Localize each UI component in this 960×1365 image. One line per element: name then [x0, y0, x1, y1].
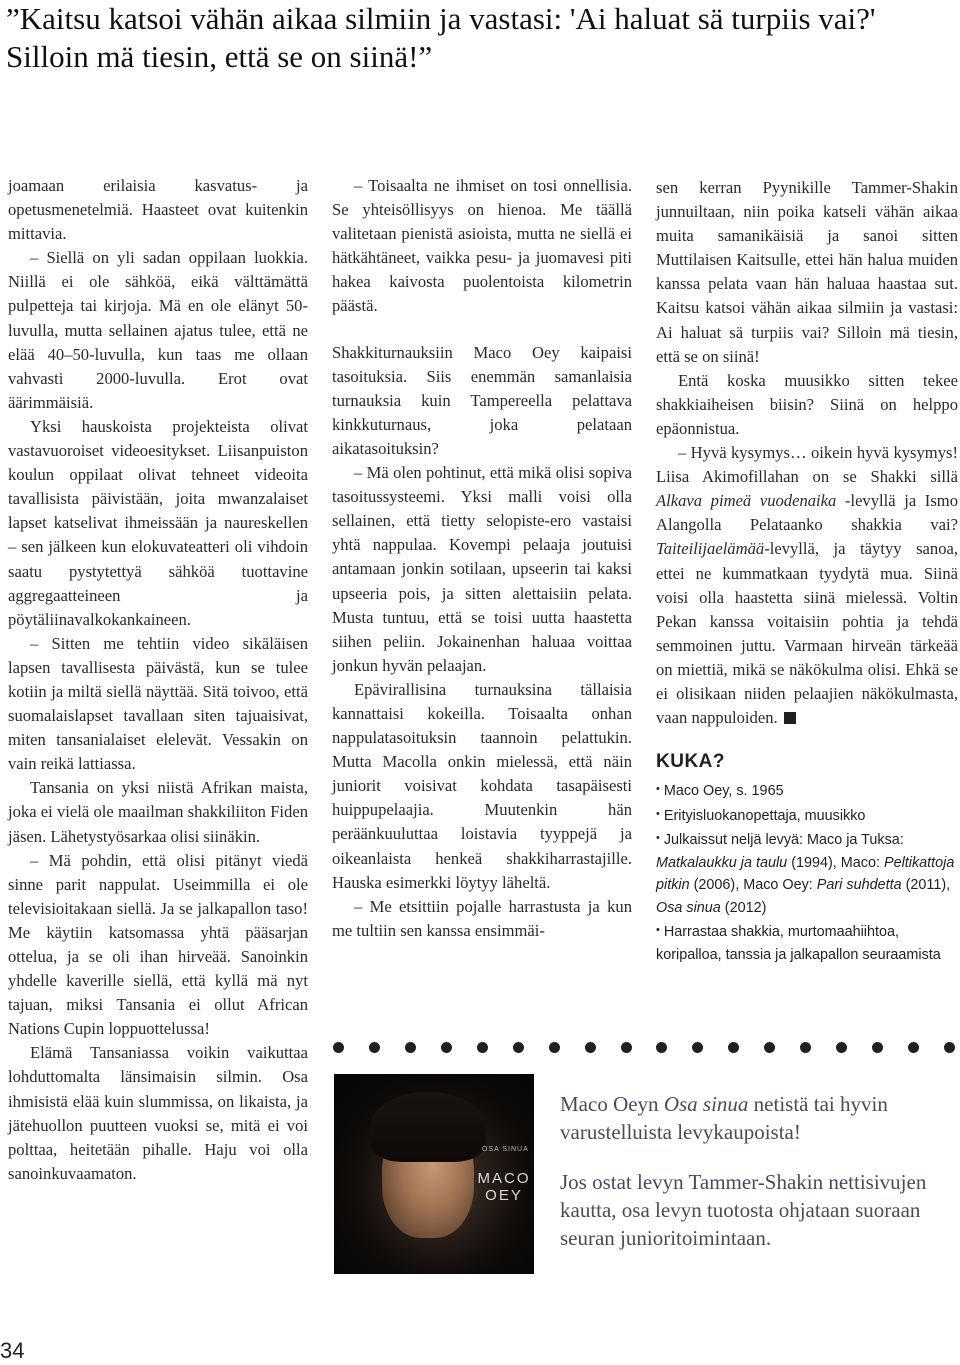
paragraph: – Mä pohdin, että olisi pitänyt viedä sinne parit nappulat. Useimmilla ei ole televisioitakaan siellä. Ja se jalkapallon taso! Me käytiin katsomassa yhtä pääsarjan ottelua, ja se oli ihan hirveää. Sanoinkin yhdelle kaverille siellä, että kyllä mä nyt tajuan, miksi Tansania ei ollut African Nations Cupin loppuottelussa!	[8, 850, 308, 1039]
divider-dot	[836, 1042, 847, 1053]
paragraph: – Siellä on yli sadan oppilaan luokkia. Niillä ei ole sähköä, eikä välttämättä pulpetteja tai kirjoja. Mä en ole elänyt 50-luvulla, mutta sellainen ajatus tulee, että ne elää 40–50-luvulla, kun taas me ollaan vahvasti 2000-luvulla. Erot ovat äärimmäisiä.	[8, 248, 308, 412]
kuka-heading: KUKA?	[656, 751, 725, 773]
bullet-icon: •	[656, 924, 660, 937]
paragraph: – Toisaalta ne ihmiset on tosi onnellisia. Se yhteisöllisyys on hienoa. Me täällä valitetaan pienistä asioista, mutta ne siellä ei hätkähtäneet, vaikka pesu- ja juomavesi piti hakea kaivosta puolentoista kilometrin päästä.	[332, 176, 632, 316]
bullet-icon: •	[656, 783, 660, 796]
divider-dot	[872, 1042, 883, 1053]
album-cover-image	[334, 1074, 534, 1274]
list-item: • Erityisluokanopettaja, muusikko	[656, 807, 866, 824]
paragraph: – Me etsittiin pojalle harrastusta ja kun me tultiin sen kanssa ensimmäi-	[332, 896, 632, 940]
paragraph: Shakkiturnauksiin Maco Oey kaipaisi tasoituksia. Siis enemmän samanlaisia turnauksia kuin Tampereella pelattava kinkkuturnaus, joka pelataan aikatasoituksin?	[332, 342, 632, 458]
page-number: 34	[0, 1338, 25, 1363]
text-run: – Hyvä kysymys… oikein hyvä kysymys! Liisa Akimofillahan on se Shakki sillä	[656, 443, 958, 487]
end-mark-icon	[784, 712, 796, 724]
text-run: -levyllä, ja täytyy sanoa, ettei ne kummatkaan tyydytä mua. Siinä voisi olla haastetta siinä mielessä. Voltin Pekan kanssa voitaisiin pohtia ja tehdä semmoinen juttu. Varmaan hirveän tärkeää on miettiä, mikä se näkökulma olisi. Ehkä se ei olisikaan niiden pelaajien näkökulmasta, vaan nappuloiden.	[656, 539, 958, 728]
promo-line: Jos ostat levyn Tammer-Shakin nettisivujen kautta, osa levyn tuotosta ohjataan suoraan seuran junioritoimintaan.	[560, 1170, 927, 1250]
divider-dot	[369, 1042, 380, 1053]
paragraph: Entä koska muusikko sitten tekee shakkiaiheisen biisin? Siinä on helppo epäonnistua.	[656, 370, 958, 438]
portrait-hair	[370, 1092, 486, 1162]
divider-dot	[513, 1042, 524, 1053]
text-run: -levyllä ja Ismo Alangolla Pelataanko shakkia vai?	[656, 491, 958, 535]
list-item: • Julkaissut neljä levyä: Maco ja Tuksa: Matkalaukku ja taulu (1994), Maco: Peltikattoja pitkin (2006), Maco Oey: Pari suhdetta (2011), Osa sinua (2012)	[656, 832, 955, 916]
paragraph: – Sitten me tehtiin video sikäläisen lapsen tavallisesta päivästä, kun se tulee kotiin ja miltä siellä näyttää. Sitä toivoo, että suomalaislapset tavallaan siten tajuaisivat, miten tansanialaiset elelevät. Vessakin on vain reikä lattiassa.	[8, 633, 308, 774]
column-3	[656, 176, 958, 966]
divider-dot	[441, 1042, 452, 1053]
divider-dot	[908, 1042, 919, 1053]
pull-quote: ”Kaitsu katsoi vähän aikaa silmiin ja vastasi: 'Ai haluat sä turpiis vai?' Silloin mä tiesin, että se on siinä!”	[6, 1, 876, 74]
paragraph: joamaan erilaisia kasvatus- ja opetusmenetelmiä. Haasteet ovat kuitenkin mittavia.	[8, 176, 308, 244]
paragraph: Tansania on yksi niistä Afrikan maista, joka ei vielä ole maailman shakkiliiton Fiden jäsen. Lähetystyösarkaa olisi siinäkin.	[8, 778, 308, 846]
album-title-italic: Alkava pimeä vuodenaika	[656, 491, 837, 511]
column-2	[332, 174, 632, 943]
paragraph: Yksi hauskoista projekteista olivat vastavuoroiset videoesitykset. Liisanpuiston koulun oppilaat olivat tehneet videoita tavallisista päivistään, joita mwanzalaiset lapset katselivat ihmeissään ja naureskellen – sen jälkeen kun elokuvateatteri oli vihdoin saatu pystytettyä sähköä tuottavine aggregaatteineen ja pöytäliinavalkokankaineen.	[8, 416, 308, 629]
divider-dot	[764, 1042, 775, 1053]
divider-dot	[944, 1042, 955, 1053]
divider-dot	[333, 1042, 344, 1053]
divider-dot	[549, 1042, 560, 1053]
album-title-italic: Osa sinua	[663, 1092, 749, 1116]
paragraph: Elämä Tansaniassa voikin vaikuttaa lohduttomalta länsimaisin silmin. Osa ihmisistä elää kuin slummissa, on likaista, ja jätehuollon puutteen vuoksi se, mitä ei voi polttaa, heitetään pihalle. Haju voi olla sanoinkuvaamaton.	[8, 1043, 308, 1183]
list-item: • Maco Oey, s. 1965	[656, 783, 784, 800]
bullet-icon: •	[656, 832, 660, 845]
divider-dot	[405, 1042, 416, 1053]
album-title-italic: Taiteilijaelämää	[656, 539, 765, 559]
column-1	[8, 174, 308, 1186]
dot-divider	[333, 1038, 955, 1056]
album-subtitle: OSA SINUA	[482, 1146, 529, 1153]
album-artist-text: MACO OEY	[477, 1170, 531, 1204]
list-item: • Harrastaa shakkia, murtomaahiihtoa, koripalloa, tanssia ja jalkapallon seuraamista	[656, 924, 941, 963]
bullet-icon: •	[656, 807, 660, 820]
divider-dot	[800, 1042, 811, 1053]
divider-dot	[656, 1042, 667, 1053]
paragraph: sen kerran Pyynikille Tammer-Shakin junnuiltaan, niin poika katseli vähän aikaa muita samanikäisiä ja sanoi sitten Muttilaisen Kaitsulle, ettei hän halua muiden kanssa pelata vaan hän haluaa haastaa sut. Kaitsu katsoi vähän aikaa silmiin ja vastasi: Ai haluat sä turpiis vai? Silloin mä tiesin, että se on siinä!	[656, 178, 958, 366]
paragraph	[656, 441, 958, 730]
promo-box	[560, 1090, 954, 1274]
kuka-box	[656, 778, 958, 966]
paragraph: – Mä olen pohtinut, että mikä olisi sopiva tasoitussysteemi. Yksi malli voisi olla sellainen, että tietty selopiste-ero vastaisi yhtä nappulaa. Kovempi pelaaja joutuisi antamaan jonkin sotilaan, upseerin tai kaksi upseeria pois, ja sitten alettaisiin pelata. Musta tuntuu, että se toisi uutta haastetta siihen peliin. Jokainenhan haluaa voittaa jonkun hyvän pelaajan.	[332, 463, 632, 675]
promo-line: Maco Oeyn Osa sinua netistä tai hyvin varustelluista levykaupoista!	[560, 1092, 888, 1144]
paragraph: Epävirallisina turnauksina tällaisia kannattaisi kokeilla. Toisaalta onhan nappulatasoituksin taannoin pelattukin. Mutta Macolla onkin mielessä, että näin juniorit voisivat kohdata tasapäisesti huippupelaajia. Muutenkin hän peräänkuuluttaa loistavia tyyppejä ja oikeanlaista henkeä shakkiharrastajille. Hauska esimerkki löytyy läheltä.	[332, 679, 632, 892]
divider-dot	[585, 1042, 596, 1053]
divider-dot	[692, 1042, 703, 1053]
divider-dot	[621, 1042, 632, 1053]
divider-dot	[477, 1042, 488, 1053]
divider-dot	[728, 1042, 739, 1053]
